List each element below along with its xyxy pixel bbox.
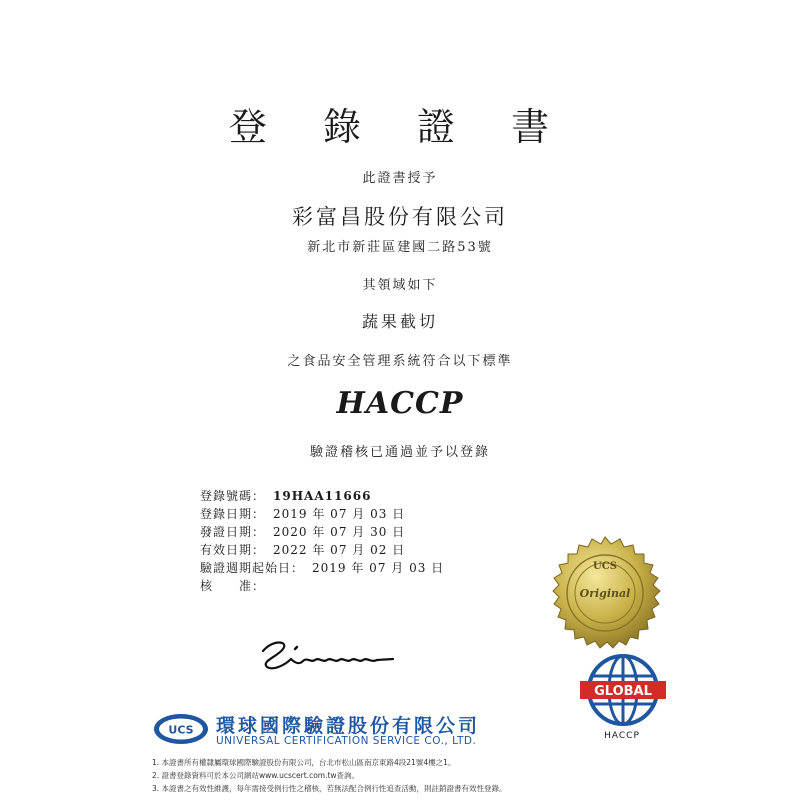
company-address: 新北市新莊區建國二路53號 <box>307 240 493 255</box>
detail-label: 有效日期： <box>200 543 266 557</box>
seal-global-text: GLOBAL <box>594 684 652 699</box>
detail-value: 2019 年 07 月 03 日 <box>312 561 445 575</box>
grant-text: 此證書授予 <box>362 171 438 186</box>
detail-label: 登錄號碼： <box>200 489 266 503</box>
detail-row-approval <box>200 577 273 594</box>
seal-caption: HACCP <box>604 731 640 741</box>
detail-value: 2020 年 07 月 30 日 <box>273 525 406 539</box>
ucs-logo-text: UCS <box>168 723 194 737</box>
detail-row-expiry-date <box>200 541 405 558</box>
seal-gold-top-text: UCS <box>593 561 617 572</box>
certification-scope: 蔬果截切 <box>361 312 438 331</box>
footnote-1: 1. 本證書所有權隸屬環球國際驗證股份有限公司，台北市松山區南京東路4段21號4樓之1。 <box>152 758 456 767</box>
detail-value: 19HAA11666 <box>273 489 372 503</box>
detail-label: 登錄日期： <box>200 507 266 521</box>
scope-intro: 其領域如下 <box>362 278 438 293</box>
standard-intro: 之食品安全管理系統符合以下標準 <box>287 354 513 369</box>
verified-text: 驗證稽核已通過並予以登錄 <box>309 445 490 460</box>
footnote-3: 3. 本證書之有效性維護，每年需接受例行性之稽核，若無法配合例行性追查活動，則註銷證書有效性登錄。 <box>152 784 507 793</box>
footnote-2: 2. 證書登錄資料可於本公司網站www.ucscert.com.tw查詢。 <box>152 771 360 780</box>
global-haccp-seal <box>578 650 668 730</box>
detail-label: 發證日期： <box>200 525 266 539</box>
detail-value: 2019 年 07 月 03 日 <box>273 507 406 521</box>
detail-row-cycle-start <box>200 559 444 576</box>
company-name: 彩富昌股份有限公司 <box>292 205 508 229</box>
detail-row-registration-date <box>200 505 405 522</box>
approval-signature <box>255 635 405 675</box>
detail-label: 核 准： <box>200 579 266 593</box>
certificate-title: 登 錄 證 書 <box>228 105 572 149</box>
detail-row-issue-date <box>200 523 405 540</box>
standard-name: HACCP <box>336 386 464 421</box>
ucs-gold-seal <box>545 535 665 655</box>
detail-label: 驗證週期起始日： <box>200 561 305 575</box>
detail-value: 2022 年 07 月 02 日 <box>273 543 406 557</box>
detail-row-registration-number <box>200 487 371 504</box>
seal-gold-middle-text: Original <box>579 587 631 600</box>
organization-name-zh: 環球國際驗證股份有限公司 <box>216 715 481 737</box>
organization-name-en: UNIVERSAL CERTIFICATION SERVICE CO., LTD. <box>216 735 477 747</box>
ucs-logo <box>152 712 210 746</box>
